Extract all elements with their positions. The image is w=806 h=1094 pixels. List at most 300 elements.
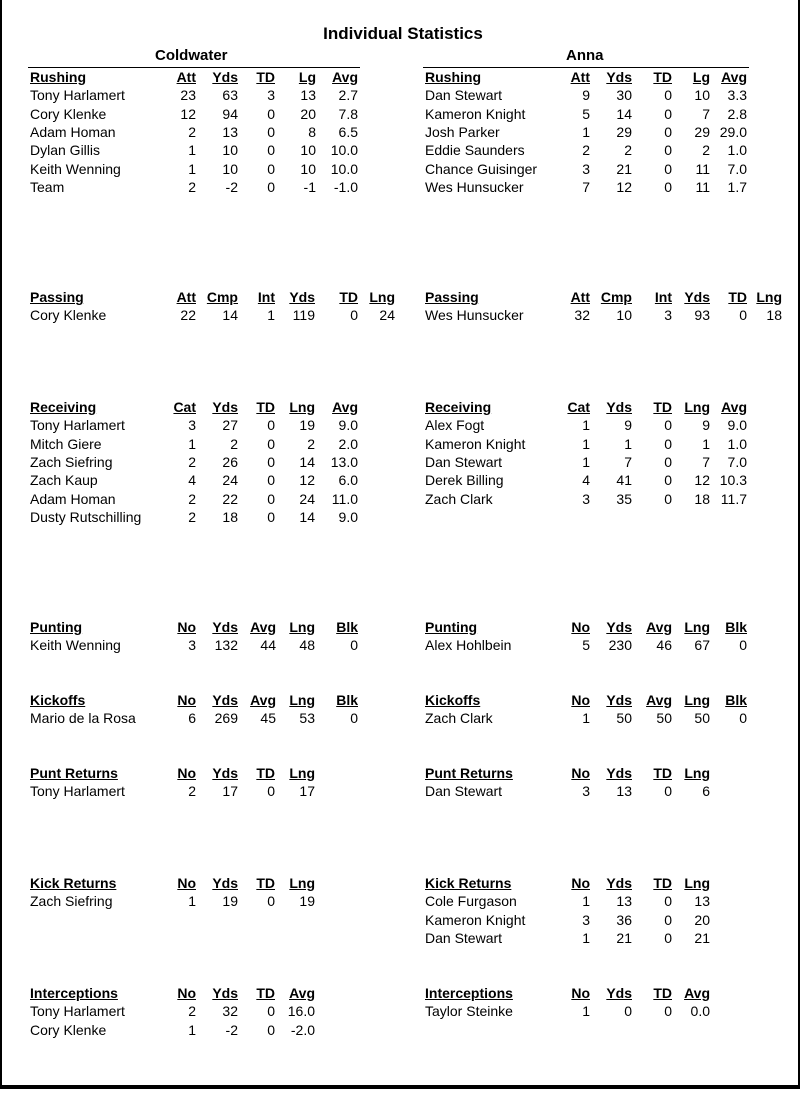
column-header: No bbox=[177, 619, 196, 635]
stat-cell: 3 bbox=[582, 490, 590, 507]
column-header: Avg bbox=[332, 69, 358, 85]
page-title: Individual Statistics bbox=[323, 24, 483, 43]
stat-cell: 2 bbox=[624, 142, 632, 159]
stat-cell: 24 bbox=[222, 472, 238, 489]
column-header: Yds bbox=[606, 875, 632, 891]
stat-cell: 0 bbox=[267, 453, 275, 470]
stat-cell: 0 bbox=[267, 123, 275, 140]
column-header: Lng bbox=[684, 765, 710, 781]
stat-cell: 30 bbox=[616, 87, 632, 104]
column-header: Yds bbox=[212, 985, 238, 1001]
stat-cell: 132 bbox=[214, 637, 238, 654]
stat-cell: 10 bbox=[300, 160, 316, 177]
stat-cell: 2.0 bbox=[338, 435, 358, 452]
player-name: Dan Stewart bbox=[425, 453, 503, 470]
stat-cell: 29 bbox=[616, 123, 632, 140]
player-name: Alex Fogt bbox=[425, 417, 485, 434]
player-name: Adam Homan bbox=[30, 123, 116, 140]
player-name: Dylan Gillis bbox=[30, 142, 101, 159]
stat-cell: -1 bbox=[303, 178, 316, 195]
stat-cell: 53 bbox=[299, 710, 315, 727]
stat-cell: 21 bbox=[694, 929, 710, 946]
stat-cell: 12 bbox=[616, 178, 632, 195]
stat-cell: 6 bbox=[188, 710, 196, 727]
player-name: Mario de la Rosa bbox=[30, 710, 136, 727]
stat-cell: 13 bbox=[222, 123, 238, 140]
stat-cell: 26 bbox=[222, 453, 238, 470]
player-name: Dusty Rutschilling bbox=[30, 508, 142, 525]
stat-cell: 22 bbox=[180, 307, 196, 324]
column-header: Yds bbox=[606, 985, 632, 1001]
column-header: Yds bbox=[684, 289, 710, 305]
player-name: Derek Billing bbox=[425, 472, 504, 489]
stat-cell: 10.3 bbox=[719, 472, 747, 489]
stat-cell: 18 bbox=[766, 307, 782, 324]
player-name: Cory Klenke bbox=[30, 1021, 107, 1038]
column-header: TD bbox=[653, 765, 672, 781]
stat-cell: 10 bbox=[222, 160, 238, 177]
stat-cell: 0 bbox=[267, 142, 275, 159]
stat-cell: 2 bbox=[702, 142, 710, 159]
stat-cell: 35 bbox=[616, 490, 632, 507]
stat-cell: 10.0 bbox=[330, 160, 358, 177]
stat-cell: 3 bbox=[188, 417, 196, 434]
stat-cell: 2 bbox=[188, 490, 196, 507]
stat-cell: 50 bbox=[694, 710, 710, 727]
column-header: No bbox=[177, 985, 196, 1001]
stat-cell: 3 bbox=[582, 783, 590, 800]
stat-cell: 0 bbox=[267, 105, 275, 122]
stat-cell: 0 bbox=[664, 123, 672, 140]
column-header: TD bbox=[256, 875, 275, 891]
stat-cell: 0 bbox=[664, 1003, 672, 1020]
player-name: Tony Harlamert bbox=[30, 1003, 125, 1020]
stat-cell: 4 bbox=[582, 472, 590, 489]
stat-cell: 0 bbox=[664, 417, 672, 434]
stat-cell: 2 bbox=[188, 783, 196, 800]
stat-cell: -1.0 bbox=[333, 178, 358, 195]
column-header: Lng bbox=[289, 619, 315, 635]
column-header: Lng bbox=[369, 289, 395, 305]
section-title: Punt Returns bbox=[425, 765, 513, 781]
column-header: No bbox=[571, 765, 590, 781]
column-header: TD bbox=[728, 289, 747, 305]
stat-cell: 119 bbox=[292, 307, 315, 324]
stat-cell: 5 bbox=[582, 105, 590, 122]
stat-cell: 13.0 bbox=[330, 453, 358, 470]
stat-cell: 1 bbox=[582, 893, 590, 910]
column-header: Yds bbox=[606, 765, 632, 781]
player-name: Zach Siefring bbox=[30, 453, 113, 470]
stat-cell: 269 bbox=[214, 710, 238, 727]
stat-cell: 1.0 bbox=[727, 142, 747, 159]
player-name: Zach Siefring bbox=[30, 893, 113, 910]
player-name: Keith Wenning bbox=[30, 637, 121, 654]
stat-cell: 2 bbox=[188, 453, 196, 470]
column-header: No bbox=[177, 692, 196, 708]
stat-cell: 29.0 bbox=[719, 123, 747, 140]
column-header: Avg bbox=[646, 692, 672, 708]
player-name: Kameron Knight bbox=[425, 911, 526, 928]
stat-cell: 21 bbox=[616, 160, 632, 177]
stat-cell: 19 bbox=[222, 893, 238, 910]
stat-cell: 1 bbox=[188, 142, 196, 159]
stat-cell: 7.0 bbox=[727, 453, 747, 470]
player-name: Josh Parker bbox=[425, 123, 500, 140]
stat-cell: 0 bbox=[350, 307, 358, 324]
stat-cell: 230 bbox=[608, 637, 632, 654]
stat-cell: 1 bbox=[188, 435, 196, 452]
column-header: TD bbox=[653, 69, 672, 85]
player-name: Wes Hunsucker bbox=[425, 178, 524, 195]
column-header: Avg bbox=[250, 619, 276, 635]
stat-cell: 36 bbox=[616, 911, 632, 928]
column-header: No bbox=[177, 875, 196, 891]
stat-cell: 7 bbox=[702, 105, 710, 122]
section-title: Rushing bbox=[30, 69, 86, 85]
stat-cell: 0 bbox=[739, 710, 747, 727]
stat-cell: 46 bbox=[656, 637, 672, 654]
column-header: Lng bbox=[684, 875, 710, 891]
player-name: Cole Furgason bbox=[425, 893, 517, 910]
stat-cell: 3 bbox=[582, 911, 590, 928]
stat-cell: 1 bbox=[582, 417, 590, 434]
stat-cell: 17 bbox=[222, 783, 238, 800]
stat-cell: 9.0 bbox=[338, 417, 358, 434]
column-header: Avg bbox=[250, 692, 276, 708]
stat-cell: 0 bbox=[267, 783, 275, 800]
stat-cell: 0 bbox=[664, 911, 672, 928]
stat-cell: 19 bbox=[299, 417, 315, 434]
column-header: Lng bbox=[684, 619, 710, 635]
stat-cell: 0 bbox=[267, 435, 275, 452]
section-title: Receiving bbox=[30, 399, 97, 415]
section-title: Rushing bbox=[425, 69, 481, 85]
player-name: Zach Clark bbox=[425, 710, 493, 727]
stat-cell: 0 bbox=[664, 178, 672, 195]
stat-cell: 0 bbox=[350, 637, 358, 654]
section-title: Kick Returns bbox=[425, 875, 512, 891]
stat-cell: 18 bbox=[222, 508, 238, 525]
stat-cell: 0 bbox=[267, 178, 275, 195]
column-header: Yds bbox=[212, 69, 238, 85]
column-header: Lng bbox=[289, 875, 315, 891]
column-header: Blk bbox=[725, 619, 747, 635]
column-header: Cmp bbox=[600, 289, 632, 305]
stat-cell: 14 bbox=[299, 508, 315, 525]
stat-cell: 2 bbox=[307, 435, 315, 452]
stat-cell: 9.0 bbox=[727, 417, 747, 434]
section-title: Punting bbox=[30, 619, 83, 635]
column-header: Blk bbox=[336, 692, 358, 708]
stat-cell: 14 bbox=[222, 307, 238, 324]
stat-cell: 0 bbox=[267, 472, 275, 489]
stat-cell: 7.8 bbox=[338, 105, 358, 122]
stat-cell: 1 bbox=[188, 160, 196, 177]
stat-cell: 63 bbox=[222, 87, 238, 104]
stat-cell: 9.0 bbox=[338, 508, 358, 525]
stat-cell: 1 bbox=[267, 307, 275, 324]
stat-cell: 50 bbox=[616, 710, 632, 727]
column-header: Lg bbox=[692, 69, 710, 85]
stat-cell: 1.7 bbox=[727, 178, 747, 195]
stat-cell: -2 bbox=[225, 1021, 238, 1038]
column-header: No bbox=[571, 692, 590, 708]
stat-cell: 0 bbox=[267, 893, 275, 910]
section-title: Passing bbox=[425, 289, 479, 305]
stat-cell: 12 bbox=[694, 472, 710, 489]
stat-cell: 13 bbox=[694, 893, 710, 910]
stat-cell: 0 bbox=[267, 1003, 275, 1020]
stat-cell: 0 bbox=[664, 105, 672, 122]
stat-cell: 44 bbox=[260, 637, 276, 654]
stat-cell: 0 bbox=[350, 710, 358, 727]
stat-cell: 2 bbox=[230, 435, 238, 452]
stat-cell: 23 bbox=[180, 87, 196, 104]
column-header: Yds bbox=[212, 692, 238, 708]
stat-cell: -2 bbox=[225, 178, 238, 195]
section-title: Kickoffs bbox=[30, 692, 86, 708]
stat-cell: 0 bbox=[267, 490, 275, 507]
stat-cell: 10 bbox=[300, 142, 316, 159]
stat-cell: 0 bbox=[267, 160, 275, 177]
stat-cell: 1.0 bbox=[727, 435, 747, 452]
column-header: Int bbox=[257, 289, 275, 305]
column-header: Yds bbox=[606, 69, 632, 85]
stat-cell: 11.0 bbox=[331, 490, 358, 507]
player-name: Tony Harlamert bbox=[30, 417, 125, 434]
stat-cell: 10 bbox=[222, 142, 238, 159]
stat-cell: 0 bbox=[664, 783, 672, 800]
stat-cell: 2.7 bbox=[338, 87, 358, 104]
player-name: Keith Wenning bbox=[30, 160, 121, 177]
stat-cell: 1 bbox=[582, 929, 590, 946]
stat-cell: 67 bbox=[694, 637, 710, 654]
stat-cell: 3.3 bbox=[727, 87, 747, 104]
stat-cell: 10.0 bbox=[330, 142, 358, 159]
stat-cell: 0 bbox=[267, 1021, 275, 1038]
stat-cell: 4 bbox=[188, 472, 196, 489]
stat-cell: 9 bbox=[702, 417, 710, 434]
section-title: Passing bbox=[30, 289, 84, 305]
stat-cell: 94 bbox=[222, 105, 238, 122]
stat-cell: 7 bbox=[702, 453, 710, 470]
player-name: Alex Hohlbein bbox=[425, 637, 512, 654]
stat-cell: 2 bbox=[582, 142, 590, 159]
stat-cell: 93 bbox=[694, 307, 710, 324]
stat-cell: 14 bbox=[616, 105, 632, 122]
column-header: Blk bbox=[725, 692, 747, 708]
section-title: Kick Returns bbox=[30, 875, 117, 891]
stat-cell: 13 bbox=[616, 783, 632, 800]
stat-cell: 1 bbox=[188, 893, 196, 910]
stat-cell: 0 bbox=[267, 417, 275, 434]
stat-cell: 32 bbox=[222, 1003, 238, 1020]
stat-cell: 10 bbox=[694, 87, 710, 104]
section-title: Interceptions bbox=[30, 985, 118, 1001]
column-header: TD bbox=[653, 985, 672, 1001]
stat-cell: 13 bbox=[300, 87, 316, 104]
player-name: Tony Harlamert bbox=[30, 783, 125, 800]
column-header: Yds bbox=[212, 619, 238, 635]
stat-cell: 0 bbox=[267, 508, 275, 525]
stat-cell: 41 bbox=[616, 472, 632, 489]
column-header: Avg bbox=[721, 399, 747, 415]
stat-cell: 17 bbox=[299, 783, 315, 800]
column-header: Lng bbox=[289, 765, 315, 781]
stat-cell: 0 bbox=[664, 142, 672, 159]
section-title: Interceptions bbox=[425, 985, 513, 1001]
stat-cell: 3 bbox=[582, 160, 590, 177]
stat-cell: 6 bbox=[702, 783, 710, 800]
stat-cell: 1 bbox=[188, 1021, 196, 1038]
column-header: Avg bbox=[684, 985, 710, 1001]
stat-cell: 3 bbox=[267, 87, 275, 104]
stat-cell: 32 bbox=[574, 307, 590, 324]
section-title: Receiving bbox=[425, 399, 492, 415]
stat-cell: 6.0 bbox=[338, 472, 358, 489]
column-header: Avg bbox=[721, 69, 747, 85]
stat-cell: 27 bbox=[222, 417, 238, 434]
player-name: Tony Harlamert bbox=[30, 87, 125, 104]
stat-cell: 1 bbox=[582, 435, 590, 452]
player-name: Dan Stewart bbox=[425, 87, 503, 104]
player-name: Adam Homan bbox=[30, 490, 116, 507]
stat-cell: 0 bbox=[664, 929, 672, 946]
stat-cell: 11 bbox=[695, 160, 710, 177]
column-header: Lng bbox=[684, 692, 710, 708]
column-header: Yds bbox=[606, 692, 632, 708]
stat-cell: 21 bbox=[616, 929, 632, 946]
player-name: Dan Stewart bbox=[425, 783, 503, 800]
section-title: Punt Returns bbox=[30, 765, 118, 781]
column-header: TD bbox=[653, 875, 672, 891]
stat-cell: 9 bbox=[582, 87, 590, 104]
column-header: Yds bbox=[606, 619, 632, 635]
stat-cell: 3 bbox=[664, 307, 672, 324]
column-header: No bbox=[571, 875, 590, 891]
stat-cell: 2 bbox=[188, 508, 196, 525]
stat-cell: 50 bbox=[656, 710, 672, 727]
player-name: Cory Klenke bbox=[30, 105, 107, 122]
stat-cell: 29 bbox=[694, 123, 710, 140]
player-name: Wes Hunsucker bbox=[425, 307, 524, 324]
column-header: TD bbox=[256, 399, 275, 415]
column-header: Yds bbox=[212, 399, 238, 415]
section-title: Punting bbox=[425, 619, 478, 635]
player-name: Taylor Steinke bbox=[425, 1003, 513, 1020]
stat-cell: 11 bbox=[695, 178, 710, 195]
player-name: Eddie Saunders bbox=[425, 142, 525, 159]
stat-cell: 6.5 bbox=[338, 123, 358, 140]
player-name: Kameron Knight bbox=[425, 435, 526, 452]
stat-cell: 18 bbox=[694, 490, 710, 507]
column-header: Cmp bbox=[206, 289, 238, 305]
stat-cell: 0 bbox=[664, 893, 672, 910]
player-name: Mitch Giere bbox=[30, 435, 102, 452]
player-name: Team bbox=[30, 178, 65, 195]
stat-cell: 2 bbox=[188, 123, 196, 140]
column-header: Cat bbox=[567, 399, 590, 415]
stat-cell: 13 bbox=[616, 893, 632, 910]
player-name: Cory Klenke bbox=[30, 307, 107, 324]
column-header: Att bbox=[176, 69, 196, 85]
column-header: Lng bbox=[684, 399, 710, 415]
stat-cell: 16.0 bbox=[287, 1003, 315, 1020]
column-header: Int bbox=[654, 289, 672, 305]
column-header: Avg bbox=[332, 399, 358, 415]
stat-cell: 1 bbox=[702, 435, 710, 452]
stat-cell: 24 bbox=[299, 490, 315, 507]
column-header: Lng bbox=[289, 692, 315, 708]
player-name: Kameron Knight bbox=[425, 105, 526, 122]
stat-cell: 11.7 bbox=[720, 490, 747, 507]
stat-cell: 22 bbox=[222, 490, 238, 507]
stat-cell: 1 bbox=[624, 435, 632, 452]
player-name: Zach Kaup bbox=[30, 472, 98, 489]
stat-cell: 7 bbox=[624, 453, 632, 470]
stat-cell: 48 bbox=[299, 637, 315, 654]
stat-cell: 0 bbox=[624, 1003, 632, 1020]
column-header: Lng bbox=[756, 289, 782, 305]
stat-cell: 3 bbox=[188, 637, 196, 654]
column-header: Avg bbox=[289, 985, 315, 1001]
stat-cell: 12 bbox=[180, 105, 196, 122]
column-header: Lng bbox=[289, 399, 315, 415]
section-title: Kickoffs bbox=[425, 692, 481, 708]
stat-cell: 0 bbox=[664, 472, 672, 489]
stat-cell: 0 bbox=[664, 490, 672, 507]
column-header: Att bbox=[570, 69, 590, 85]
stat-cell: 1 bbox=[582, 710, 590, 727]
stat-cell: 12 bbox=[299, 472, 315, 489]
column-header: Blk bbox=[336, 619, 358, 635]
stat-cell: 7.0 bbox=[727, 160, 747, 177]
column-header: TD bbox=[256, 765, 275, 781]
player-name: Zach Clark bbox=[425, 490, 493, 507]
column-header: TD bbox=[256, 985, 275, 1001]
stat-cell: 8 bbox=[308, 123, 316, 140]
stat-cell: 2 bbox=[188, 178, 196, 195]
stat-cell: 0 bbox=[664, 87, 672, 104]
column-header: TD bbox=[256, 69, 275, 85]
stat-cell: 19 bbox=[299, 893, 315, 910]
stat-cell: 1 bbox=[582, 1003, 590, 1020]
stat-cell: 1 bbox=[582, 453, 590, 470]
stat-cell: 2.8 bbox=[727, 105, 747, 122]
player-name: Dan Stewart bbox=[425, 929, 503, 946]
column-header: Cat bbox=[173, 399, 196, 415]
stat-cell: 24 bbox=[379, 307, 395, 324]
stat-cell: 9 bbox=[624, 417, 632, 434]
column-header: Yds bbox=[212, 875, 238, 891]
column-header: TD bbox=[339, 289, 358, 305]
column-header: Att bbox=[176, 289, 196, 305]
column-header: Att bbox=[570, 289, 590, 305]
stat-cell: 0.0 bbox=[690, 1003, 710, 1020]
stat-cell: 20 bbox=[300, 105, 316, 122]
column-header: No bbox=[571, 619, 590, 635]
column-header: Yds bbox=[289, 289, 315, 305]
column-header: Lg bbox=[298, 69, 316, 85]
column-header: Yds bbox=[212, 765, 238, 781]
stat-cell: 0 bbox=[739, 637, 747, 654]
stat-cell: 1 bbox=[582, 123, 590, 140]
stat-cell: -2.0 bbox=[290, 1021, 315, 1038]
column-header: TD bbox=[653, 399, 672, 415]
column-header: Avg bbox=[646, 619, 672, 635]
column-header: No bbox=[177, 765, 196, 781]
